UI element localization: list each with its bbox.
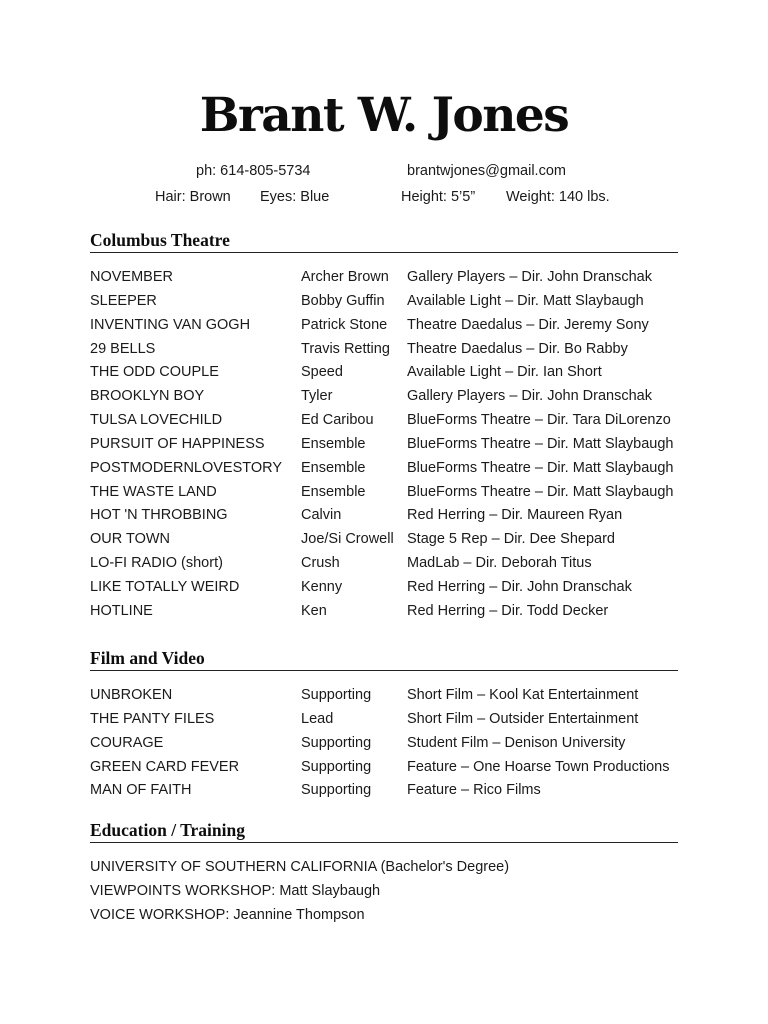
credit-company: Red Herring – Dir. Todd Decker: [407, 602, 609, 619]
credit-title: TULSA LOVECHILD: [90, 412, 223, 429]
credit-role: Ensemble: [301, 459, 366, 476]
credit-company: Theatre Daedalus – Dir. Jeremy Sony: [407, 316, 649, 333]
credit-company: BlueForms Theatre – Dir. Matt Slaybaugh: [407, 483, 674, 500]
credit-role: Supporting: [301, 687, 372, 703]
credit-row: [0, 602, 768, 626]
education-item-text: UNIVERSITY OF SOUTHERN CALIFORNIA (Bachelor's Degree): [90, 859, 510, 875]
credit-row: [0, 710, 768, 734]
credit-role: Tyler: [301, 388, 333, 405]
credit-title: OUR TOWN: [90, 531, 171, 548]
credit-title: PURSUIT OF HAPPINESS: [90, 435, 265, 452]
education-item: [0, 906, 768, 930]
hair-color: Hair: Brown: [155, 189, 231, 205]
education-item: [0, 858, 768, 882]
credit-company: Gallery Players – Dir. John Dranschak: [407, 388, 652, 405]
education-item: [0, 882, 768, 906]
weight: Weight: 140 lbs.: [506, 189, 610, 205]
credit-role: Travis Retting: [301, 340, 390, 357]
credit-row: [0, 363, 768, 387]
credit-row: [0, 506, 768, 530]
section-title-columbus-theatre: Columbus Theatre: [90, 230, 230, 250]
credit-title: MAN OF FAITH: [90, 782, 192, 799]
credit-row: [0, 435, 768, 459]
credit-row: [0, 734, 768, 758]
education-training-list: [0, 858, 768, 930]
section-title-education-training: Education / Training: [90, 820, 245, 840]
eye-color: Eyes: Blue: [260, 189, 330, 205]
credit-company: Red Herring – Dir. John Dranschak: [407, 578, 632, 595]
credit-role: Ensemble: [301, 435, 366, 452]
phone-number: ph: 614-805-5734: [196, 163, 311, 179]
credit-role: Supporting: [301, 734, 372, 751]
credit-row: [0, 530, 768, 554]
credit-role: Archer Brown: [301, 269, 389, 285]
film-and-video-credits: [0, 686, 768, 805]
credit-company: MadLab – Dir. Deborah Titus: [407, 555, 592, 572]
credit-company: Stage 5 Rep – Dir. Dee Shepard: [407, 531, 615, 548]
education-item-text: VIEWPOINTS WORKSHOP: Matt Slaybaugh: [90, 882, 381, 899]
credit-role: Patrick Stone: [301, 316, 388, 333]
credit-company: BlueForms Theatre – Dir. Matt Slaybaugh: [407, 459, 674, 476]
credit-role: Ed Caribou: [301, 412, 374, 429]
credit-role: Kenny: [301, 578, 343, 595]
credit-title: HOT 'N THROBBING: [90, 507, 228, 524]
credit-company: Student Film – Denison University: [407, 734, 626, 751]
section-divider: [90, 252, 678, 253]
credit-company: Feature – Rico Films: [407, 782, 541, 799]
credit-title: INVENTING VAN GOGH: [90, 316, 251, 333]
credit-row: [0, 781, 768, 805]
credit-row: [0, 316, 768, 340]
credit-company: Available Light – Dir. Ian Short: [407, 364, 602, 381]
credit-title: BROOKLYN BOY: [90, 388, 205, 405]
credit-title: COURAGE: [90, 734, 164, 751]
credit-company: Theatre Daedalus – Dir. Bo Rabby: [407, 340, 628, 357]
credit-company: Red Herring – Dir. Maureen Ryan: [407, 507, 623, 524]
credit-title: POSTMODERNLOVESTORY: [90, 459, 283, 476]
credit-company: Gallery Players – Dir. John Dranschak: [407, 269, 652, 285]
credit-row: [0, 411, 768, 435]
credit-title: SLEEPER: [90, 292, 157, 309]
credit-row: [0, 268, 768, 292]
credit-role: Joe/Si Crowell: [301, 531, 394, 548]
credit-title: 29 BELLS: [90, 340, 156, 357]
credit-row: [0, 483, 768, 507]
credit-title: THE WASTE LAND: [90, 483, 217, 500]
education-item-text: VOICE WORKSHOP: Jeannine Thompson: [90, 906, 365, 923]
credit-row: [0, 292, 768, 316]
credit-title: GREEN CARD FEVER: [90, 758, 240, 775]
credit-row: [0, 340, 768, 364]
credit-role: Calvin: [301, 507, 342, 524]
credit-row: [0, 578, 768, 602]
credit-title: LIKE TOTALLY WEIRD: [90, 578, 240, 595]
credit-role: Crush: [301, 555, 340, 572]
credit-role: Ensemble: [301, 483, 366, 500]
height: Height: 5’5”: [401, 189, 476, 205]
credit-title: HOTLINE: [90, 602, 153, 619]
credit-company: Feature – One Hoarse Town Productions: [407, 758, 670, 775]
credit-role: Supporting: [301, 782, 372, 799]
credit-company: Short Film – Outsider Entertainment: [407, 710, 639, 727]
credit-role: Ken: [301, 602, 327, 619]
credit-company: BlueForms Theatre – Dir. Tara DiLorenzo: [407, 412, 671, 429]
credit-title: NOVEMBER: [90, 269, 173, 285]
credit-title: UNBROKEN: [90, 687, 173, 703]
section-title-film-and-video: Film and Video: [90, 648, 205, 668]
credit-row: [0, 686, 768, 710]
credit-title: LO-FI RADIO (short): [90, 555, 223, 572]
credit-title: THE ODD COUPLE: [90, 364, 219, 381]
credit-company: BlueForms Theatre – Dir. Matt Slaybaugh: [407, 435, 674, 452]
credit-row: [0, 554, 768, 578]
credit-row: [0, 459, 768, 483]
credit-company: Short Film – Kool Kat Entertainment: [407, 687, 639, 703]
credit-role: Bobby Guffin: [301, 292, 385, 309]
columbus-theatre-credits: [0, 268, 768, 626]
resume-name: Brant W. Jones: [199, 88, 569, 143]
credit-company: Available Light – Dir. Matt Slaybaugh: [407, 292, 644, 309]
credit-role: Supporting: [301, 758, 372, 775]
credit-role: Lead: [301, 710, 334, 727]
email-address: brantwjones@gmail.com: [407, 163, 566, 179]
credit-row: [0, 758, 768, 782]
section-divider: [90, 842, 678, 843]
credit-role: Speed: [301, 364, 343, 381]
credit-row: [0, 387, 768, 411]
credit-title: THE PANTY FILES: [90, 710, 215, 727]
section-divider: [90, 670, 678, 671]
